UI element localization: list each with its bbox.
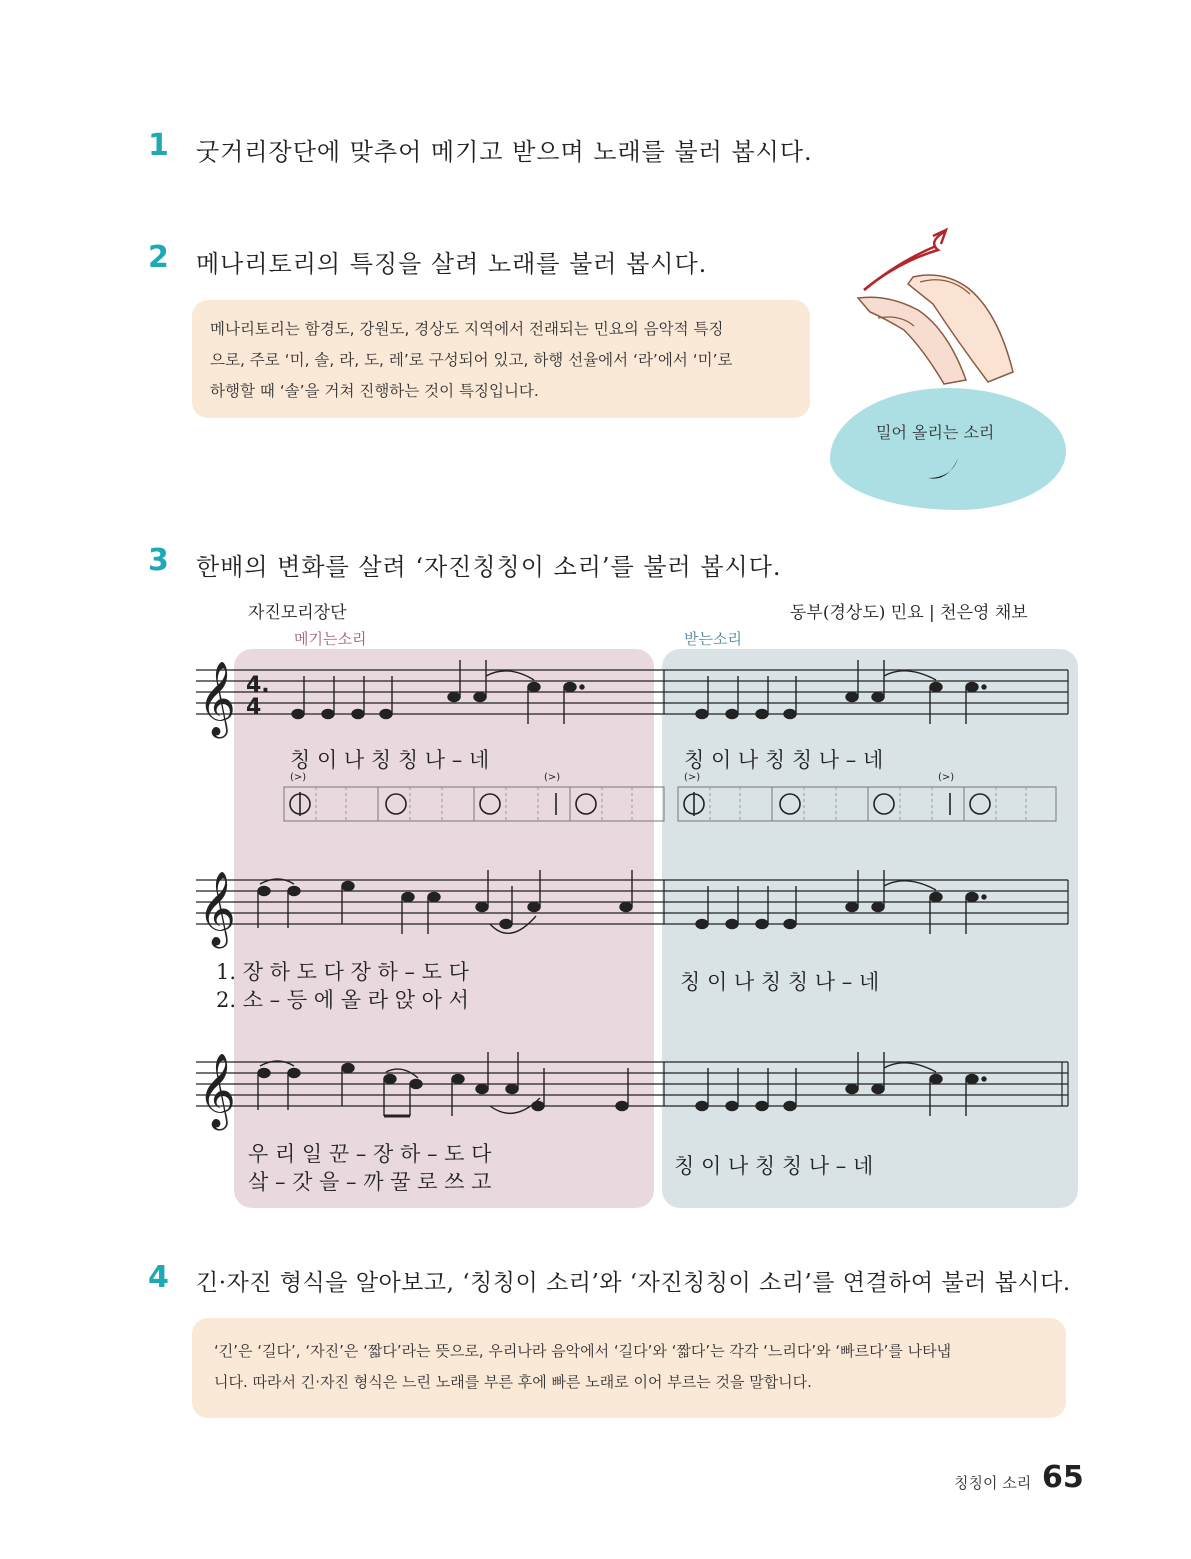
menari-explanation-box [192, 300, 810, 418]
menari-line-3: 하행할 때 ‘솔’을 거쳐 진행하는 것이 특징입니다. [210, 382, 539, 400]
footer-song-title: 칭칭이 소리 [954, 1474, 1032, 1492]
menari-line-1: 메나리토리는 함경도, 강원도, 경상도 지역에서 전래되는 민요의 음악적 특징 [210, 320, 724, 338]
jangdan-grid [280, 783, 1060, 825]
ginjajin-line-1: ‘긴’은 ‘길다’, ‘자진’은 ‘짧다’라는 뜻으로, 우리나라 음악에서 ‘길다’와 ‘짧다’는 각각 ‘느리다’와 ‘빠르다’를 나타냅 [214, 1342, 952, 1360]
svg-text:4: 4 [246, 695, 262, 720]
accent-mark: (>) [290, 772, 307, 783]
section-3-number: 3 [148, 543, 169, 578]
row2-batneun-lyrics: 칭 이 나 칭 칭 나 – 네 [680, 970, 880, 994]
hands-illustration [848, 222, 1018, 387]
svg-text:𝄞: 𝄞 [198, 872, 236, 946]
row2-meggi-line-2: 2. 소 – 등 에 올 라 앉 아 서 [216, 988, 469, 1012]
push-up-sound-bubble [830, 388, 1066, 510]
svg-text:𝄞: 𝄞 [198, 1054, 236, 1128]
accent-mark: (>) [938, 772, 955, 783]
accent-mark: (>) [544, 772, 561, 783]
section-4-number: 4 [148, 1260, 169, 1295]
svg-text:𝄞: 𝄞 [198, 662, 236, 736]
jangdan-label: 자진모리장단 [248, 603, 347, 623]
ginjajin-explanation-box [192, 1318, 1066, 1418]
push-up-curve-icon [922, 452, 966, 486]
row3-meggi-line-1: 우 리 일 꾼 – 장 하 – 도 다 [248, 1142, 492, 1166]
song-source: 동부(경상도) 민요 | 천은영 채보 [790, 603, 1028, 623]
section-1-title: 굿거리장단에 맞추어 메기고 받으며 노래를 불러 봅시다. [196, 138, 813, 166]
staff-row-2 [190, 850, 1080, 960]
batneun-label: 받는소리 [684, 630, 742, 648]
page-number: 65 [1042, 1460, 1084, 1495]
ginjajin-line-2: 니다. 따라서 긴·자진 형식은 느린 노래를 부른 후에 빠른 노래로 이어 부르는 것을 말합니다. [214, 1373, 812, 1391]
row3-batneun-lyrics: 칭 이 나 칭 칭 나 – 네 [674, 1154, 874, 1178]
section-1-number: 1 [148, 128, 169, 163]
row2-meggi-line-1: 1. 장 하 도 다 장 하 – 도 다 [216, 960, 469, 984]
staff-row-1 [190, 640, 1080, 750]
section-2-title: 메나리토리의 특징을 살려 노래를 불러 봅시다. [196, 250, 708, 278]
staff-row-3 [190, 1032, 1080, 1142]
row1-batneun-lyrics: 칭 이 나 칭 칭 나 – 네 [684, 748, 884, 772]
meggi-label: 메기는소리 [294, 630, 367, 648]
accent-mark: (>) [684, 772, 701, 783]
section-4-title: 긴·자진 형식을 알아보고, ‘칭칭이 소리’와 ‘자진칭칭이 소리’를 연결하여 불러 봅시다. [196, 1270, 1071, 1296]
time-signature: 4. [246, 673, 270, 698]
row3-meggi-line-2: 샄 – 갓 을 – 까 꿀 로 쓰 고 [248, 1170, 492, 1194]
bubble-label: 밀어 올리는 소리 [876, 423, 995, 442]
menari-line-2: 으로, 주로 ‘미, 솔, 라, 도, 레’로 구성되어 있고, 하행 선율에서 ‘라’에서 ‘미’로 [210, 351, 733, 369]
section-3-title: 한배의 변화를 살려 ‘자진칭칭이 소리’를 불러 봅시다. [196, 553, 782, 581]
row1-meggi-lyrics: 칭 이 나 칭 칭 나 – 네 [290, 748, 490, 772]
section-2-number: 2 [148, 240, 169, 275]
